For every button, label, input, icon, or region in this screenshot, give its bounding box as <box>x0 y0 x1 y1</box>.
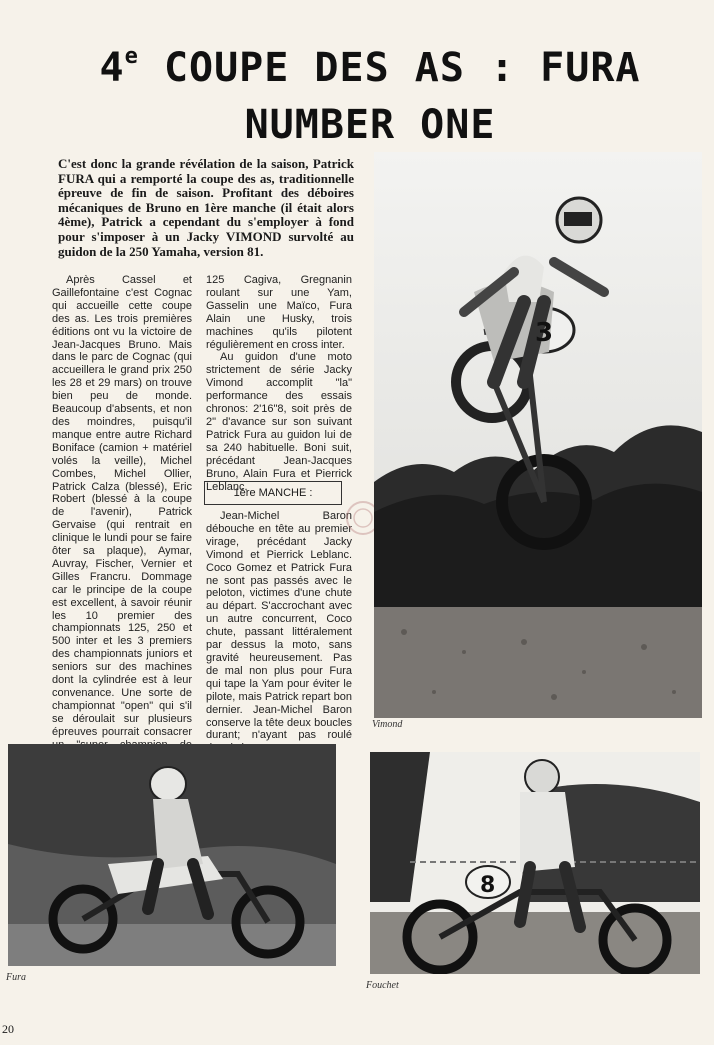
number-plate-right: 8 <box>480 873 496 898</box>
photo-fura <box>8 744 336 966</box>
caption-fouchet: Fouchet <box>366 980 399 991</box>
photo-vimond <box>374 152 702 718</box>
paragraph: Après Cassel et Gaillefontaine c'est Cognac qui accueille cette coupe des as. Les trois premières éditions ont vu la victoire de Jean-Jacques Bruno. Mais dans le parc de Cognac (qui accueillera le grand prix 250 les 28 et 29 mars) on trouve bien peu de monde. Beaucoup d'absents, et non des moindres, puisqu'il manque entre autre Richard Boniface (camion + matériel volés la veille), Michel Combes, Michel Ollier, Patrick Calza (blessé), Eric Robert (blessé à la coupe de l'avenir), Patrick Gervaise (qui rentrait en clinique le lundi pour se faire ôter sa plaque), Aymar, Auvray, Fischer, Vernier et Gilles Francru. Dommage car le principe de la coupe est excellent, à savoir réunir les 10 premier des championnats 125, 250 et 500 inter et les 3 premiers des championnats juniors et seniors sur des machines dont la cylindrée est à leur convenance. Une sorte de championnat "open" qui s'il se déroulait sur plusieurs épreuves pourrait consacrer <box>52 274 192 738</box>
headline-line1: 4e COUPE DES AS : FURA <box>99 44 641 91</box>
number-plate-top: 3 <box>535 318 554 348</box>
headline-line2: NUMBER ONE <box>244 102 496 148</box>
caption-fura: Fura <box>6 972 26 983</box>
intro-paragraph: C'est donc la grande révélation de la saison, Patrick FURA qui a remporté la coupe des as, traditionnelle épreuve de fin de saison. Profitant des déboires mécaniques de Bruno en 1ère manche (il était alors 4ème), Patrick a cependant du s'employer à fond pour s'imposer à un Jacky VIMOND survolté au guidon de la 250 Yamaha, version 81. <box>58 156 354 259</box>
paragraph: 125 Cagiva, Gregnanin roulant sur une Yam, Gasselin une Maïco, Fura Alain une Husky, trois machines qu'ils pilotent régulièrement en cross inter. <box>206 274 352 351</box>
caption-vimond: Vimond <box>372 719 403 730</box>
article-column-2 <box>206 274 352 493</box>
section-heading-box: 1ère MANCHE : <box>204 481 342 505</box>
article-column-2-continued <box>206 510 352 755</box>
paragraph: Jean-Michel Baron débouche en tête au premier virage, précédant Jacky Vimond et Pierrick Leblanc. Coco Gomez et Patrick Fura ne sont pas passés avec le peloton, victimes d'une chute au départ. S'accrochant avec un autre concurrent, Coco chute, passant littéralement par dessus la moto, sans gravité heureusement. Pas de mal non plus pour Fura qui tape la Yam pour éviter le pilote, mais Patrick repart bon dernier. Jean-Michel Baron conserve la tête deux boucles durant; n'ayant pas roulé <box>206 510 352 742</box>
photo-fouchet <box>370 752 700 974</box>
paragraph: Au guidon d'une moto strictement de série Jacky Vimond accomplit "la" performance des essais chronos: 2'16"8, soit près de 2" d'avance sur son suivant Patrick Fura au guidon lui de sa 240 habituelle. Boni suit, précédant Jean-Jacques Bruno, Alain Fura et Pierrick Leblanc. <box>206 351 352 493</box>
article-column-1 <box>52 274 192 803</box>
page-number: 20 <box>2 1022 14 1036</box>
